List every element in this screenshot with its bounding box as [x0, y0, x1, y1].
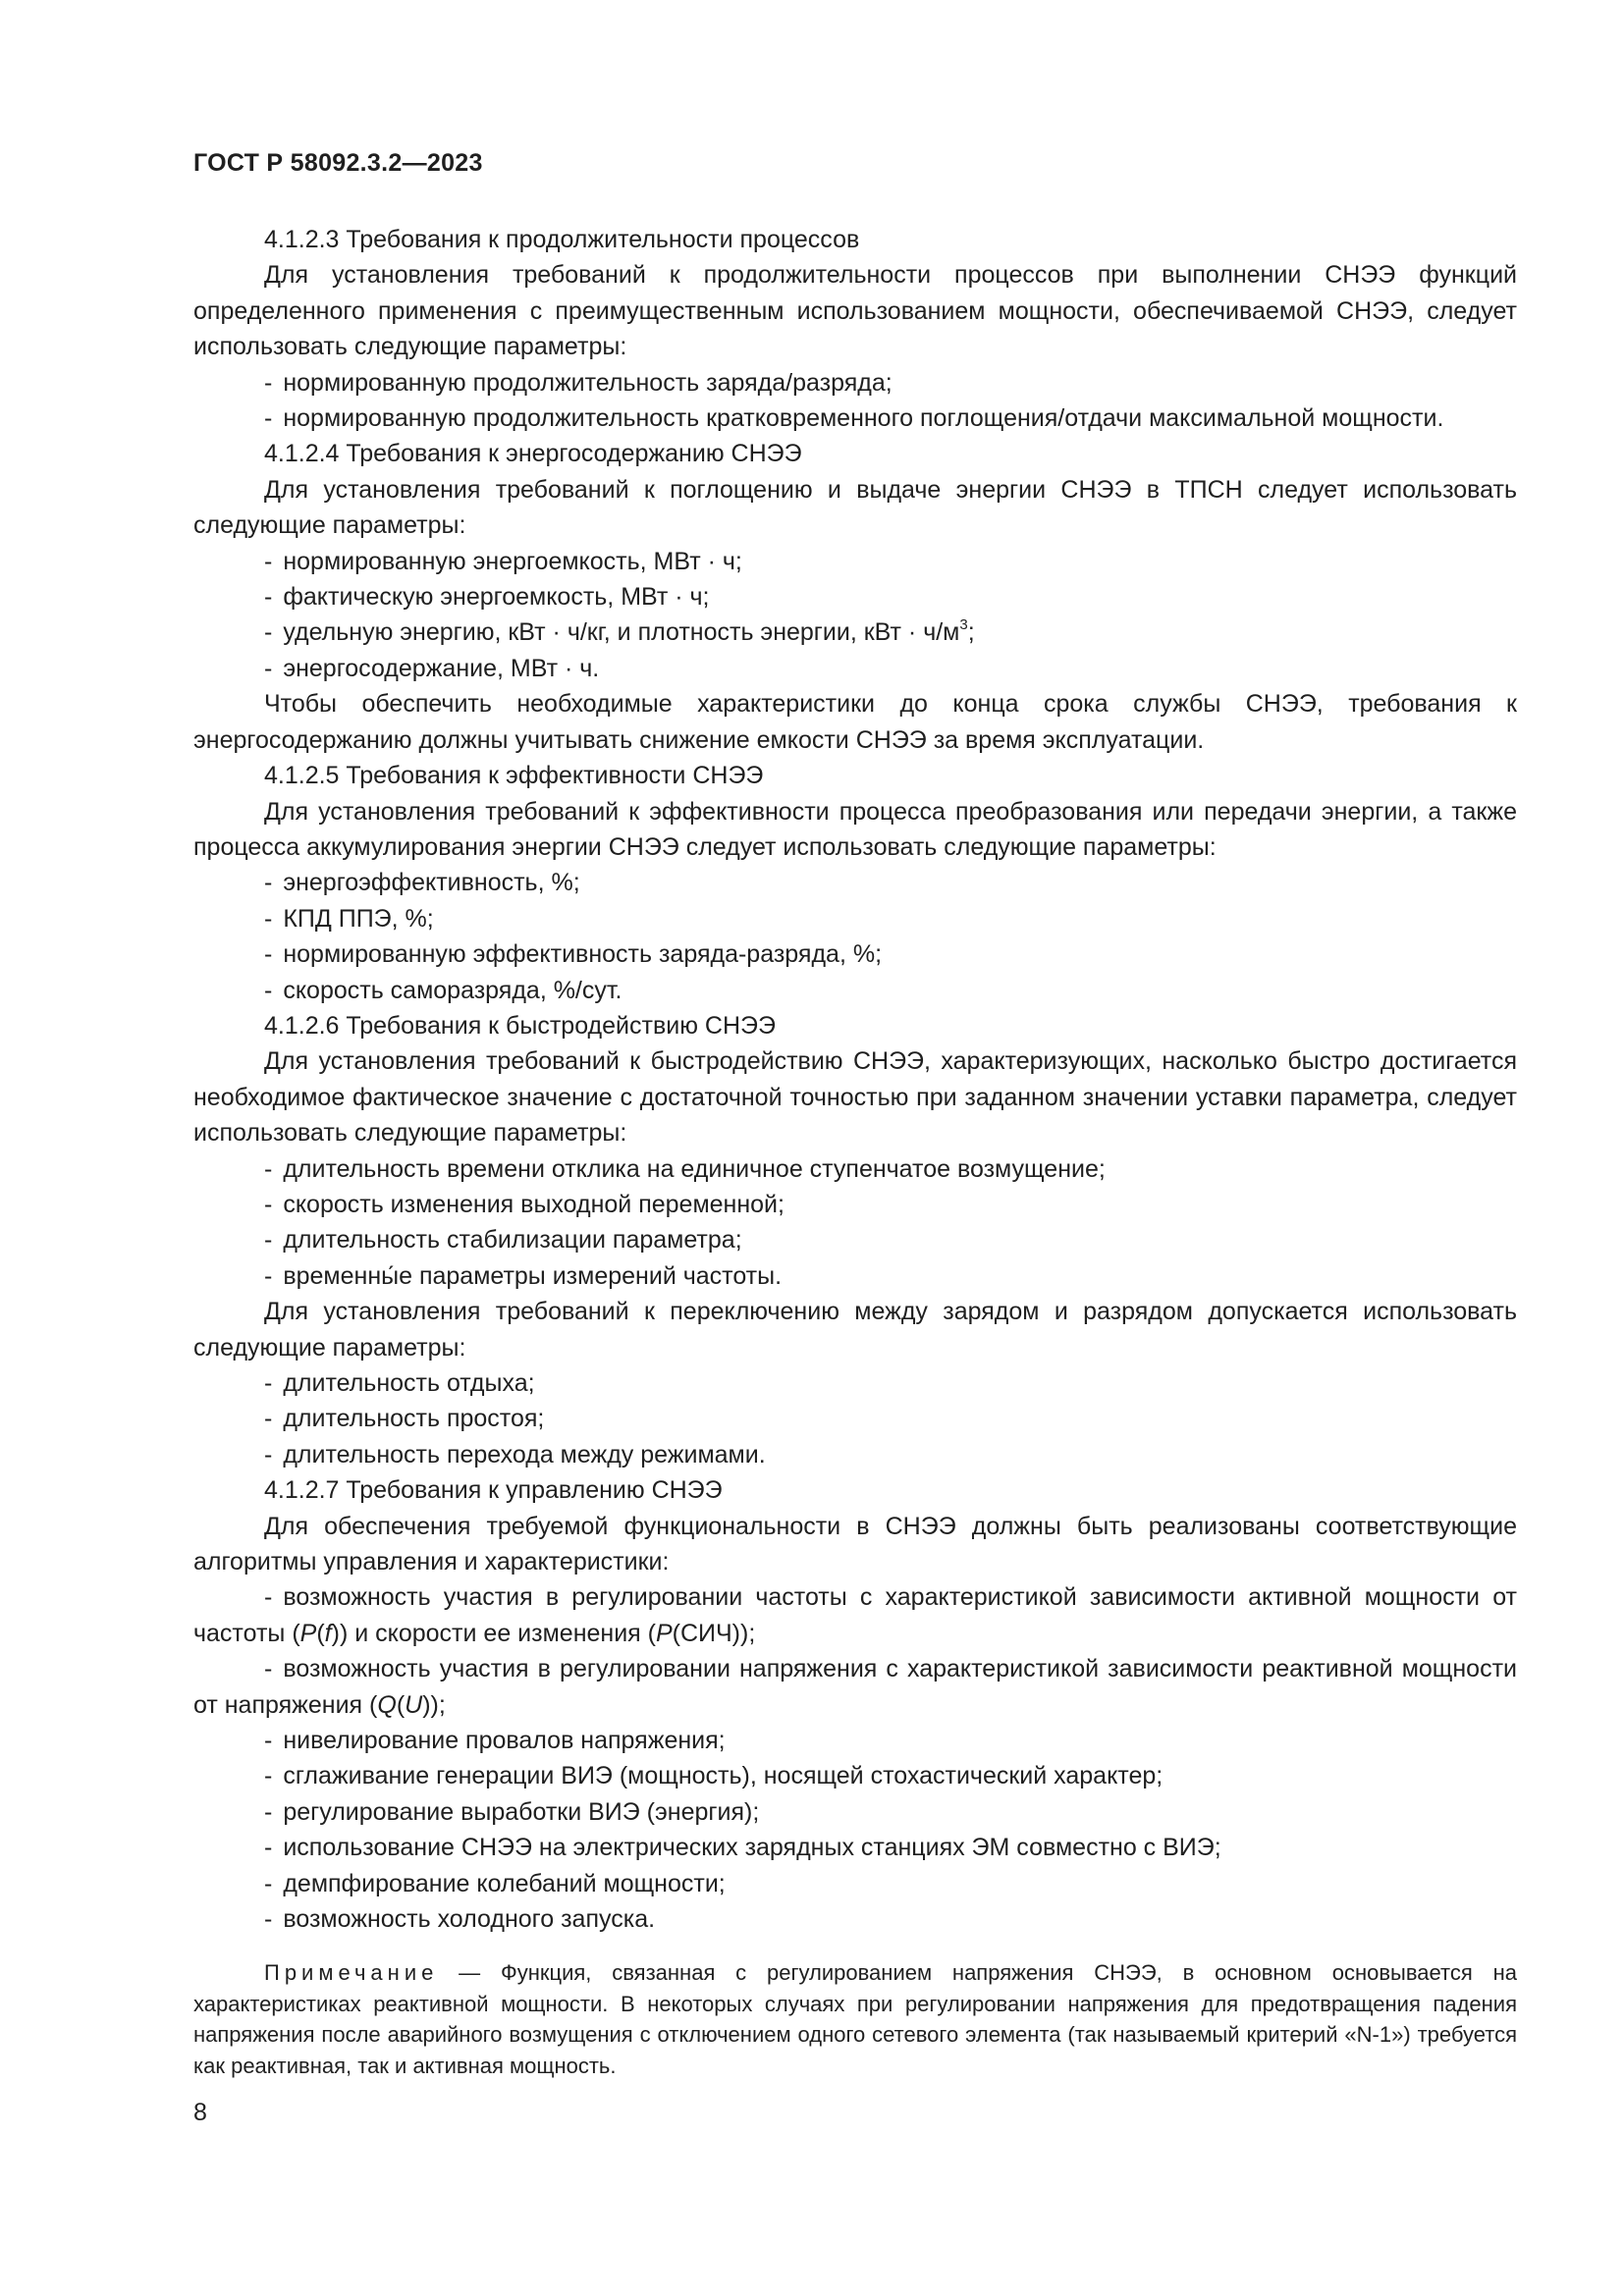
section-heading: 4.1.2.3 Требования к продолжительности процессов: [264, 226, 860, 253]
list-item: - возможность холодного запуска.: [264, 1905, 656, 1934]
list-item: - сглаживание генерации ВИЭ (мощность), носящей стохастический характер;: [264, 1762, 1164, 1790]
note-label: Примечание: [264, 1960, 439, 1985]
list-item: - скорость изменения выходной переменной;: [264, 1190, 785, 1218]
superscript: 3: [959, 616, 968, 634]
list-item: - нивелирование провалов напряжения;: [264, 1727, 726, 1755]
page-number: 8: [193, 2099, 207, 2126]
list-item: - энергоэффективность, %;: [264, 869, 580, 897]
list-item: - нормированную энергоемкость, МВт · ч;: [264, 547, 742, 575]
list-item: - нормированную эффективность заряда-разряда, %;: [264, 940, 883, 969]
list-item: - возможность участия в регулировании напряжения с характеристикой зависимости реактивной мощности от напряжения (Q(U));: [193, 1655, 1517, 1719]
list-item: - использование СНЭЭ на электрических зарядных станциях ЭМ совместно с ВИЭ;: [264, 1834, 1221, 1862]
list-item: - длительность стабилизации параметра;: [264, 1226, 742, 1255]
list-item: - возможность участия в регулировании частоты с характеристикой зависимости активной мощности от частоты (P(f)) и скорости ее изменения (P(СИЧ));: [193, 1583, 1517, 1647]
list-item: - временны́е параметры измерений частоты.: [264, 1261, 783, 1290]
list-item: - скорость саморазряда, %/сут.: [264, 976, 623, 1004]
paragraph: Для обеспечения требуемой функциональности в СНЭЭ должны быть реализованы соответствующие алгоритмы управления и характеристики:: [193, 1512, 1517, 1576]
document-body: [193, 222, 1517, 1938]
note: [193, 1957, 1517, 2081]
section-heading: 4.1.2.7 Требования к управлению СНЭЭ: [264, 1476, 723, 1505]
list-item: - длительность времени отклика на единичное ступенчатое возмущение;: [264, 1154, 1106, 1183]
list-item: - длительность простоя;: [264, 1405, 545, 1433]
list-item: - длительность отдыха;: [264, 1369, 535, 1397]
list-item: - КПД ППЭ, %;: [264, 904, 434, 933]
document-header: ГОСТ Р 58092.3.2—2023: [193, 149, 483, 177]
list-item: - регулирование выработки ВИЭ (энергия);: [264, 1797, 760, 1826]
paragraph: Для установления требований к продолжительности процессов при выполнении СНЭЭ функций определенного применения с преимущественным использованием мощности, обеспечиваемой СНЭЭ, следует использовать следующие параметры:: [193, 261, 1517, 361]
paragraph: Чтобы обеспечить необходимые характеристики до конца срока службы СНЭЭ, требования к энергосодержанию должны учитывать снижение емкости СНЭЭ за время эксплуатации.: [193, 690, 1517, 754]
note-text: — Функция, связанная с регулированием напряжения СНЭЭ, в основном основывается на характеристиках реактивной мощности. В некоторых случаях при регулировании напряжения для предотвращения падения напряжения после аварийного возмущения с отключением одного сетевого элемента (так называемый критерий «N-1») требуется как реактивная, так и активная мощность.: [193, 1960, 1517, 2078]
list-item: - нормированную продолжительность кратковременного поглощения/отдачи максимальной мощности.: [264, 404, 1444, 433]
paragraph: Для установления требований к эффективности процесса преобразования или передачи энергии, а также процесса аккумулирования энергии СНЭЭ следует использовать следующие параметры:: [193, 797, 1517, 861]
list-item: - удельную энергию, кВт · ч/кг, и плотность энергии, кВт · $ч/м^3$;: [264, 616, 975, 647]
section-heading: 4.1.2.5 Требования к эффективности СНЭЭ: [264, 762, 764, 790]
list-item: - фактическую энергоемкость, МВт · ч;: [264, 583, 710, 612]
paragraph: Для установления требований к поглощению и выдаче энергии СНЭЭ в ТПСН следует использовать следующие параметры:: [193, 475, 1517, 540]
section-heading: 4.1.2.6 Требования к быстродействию СНЭЭ: [264, 1011, 776, 1040]
list-item: - энергосодержание, МВт · ч.: [264, 654, 600, 682]
paragraph: Для установления требований к быстродействию СНЭЭ, характеризующих, насколько быстро достигается необходимое фактическое значение с достаточной точностью при заданном значении уставки параметра, следует использовать следующие параметры:: [193, 1047, 1517, 1148]
list-item: - длительность перехода между режимами.: [264, 1440, 766, 1468]
list-item: - демпфирование колебаний мощности;: [264, 1869, 726, 1897]
paragraph: Для установления требований к переключению между зарядом и разрядом допускается использовать следующие параметры:: [193, 1298, 1517, 1362]
list-item: - нормированную продолжительность заряда/разряда;: [264, 368, 893, 397]
section-heading: 4.1.2.4 Требования к энергосодержанию СНЭЭ: [264, 440, 802, 468]
